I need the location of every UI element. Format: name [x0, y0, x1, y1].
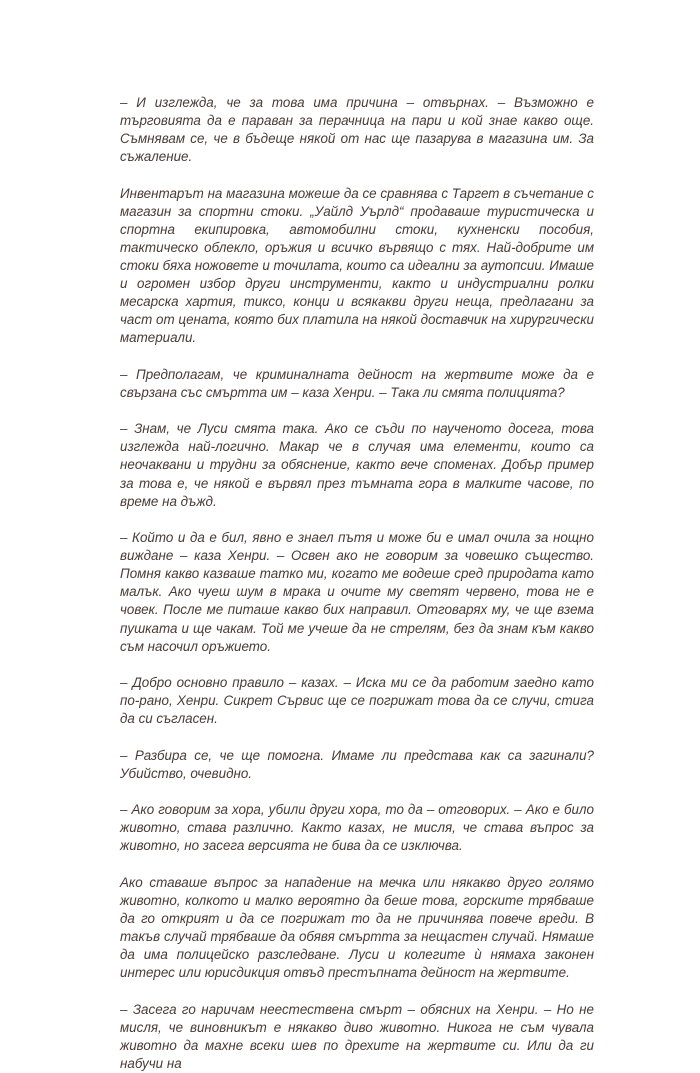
paragraph-3: – Предполагам, че криминалната дейност на жертвите може да е свързана със смъртта им – каза Хенри. – Така ли смята полицията?	[120, 366, 594, 400]
paragraph-2: Инвентарът на магазина можеше да се сравнява с Таргет в съчетание с магазин за спортни стоки. „Уайлд Уърлд“ продаваше туристическа и спортна екипировка, автомобилни стоки, кухненски пособия, тактическо облекло, оръжия и всичко вървящо с тях. Най-добрите им стоки бяха ножовете и точилата, които са идеални за аутопсии. Имаше и огромен избор други инструменти, както и индустриални ролки месарска хартия, тиксо, конци и всякакви други неща, предлагани за част от цената, която бих платила на някой доставчик на хирургически материали.	[120, 185, 595, 346]
paragraph-6: – Добро основно правило – казах. – Иска ми се да работим заедно като по-рано, Хенри. Сикрет Сървис ще се погрижат това да се случи, стига да си съгласен.	[120, 675, 594, 727]
paragraph-4: – Знам, че Луси смята така. Ако се съди по наученото досега, това изглежда най-логично. Макар че в случая има елементи, които са неочаквани и трудни за обяснение, както вече споменах. Добър пример за това е, че някой е вървял през тъмната гора в малките часове, по време на дъжд.	[120, 421, 594, 509]
paragraph-10: – Засега го наричам неестествена смърт – обясних на Хенри. – Но не мисля, че виновникът е някакво диво животно. Никога не съм чувала животно да махне всеки шев по дрехите на жертвите си. Или да ги набучи на	[120, 1001, 594, 1071]
body-text	[120, 94, 594, 1073]
paragraph-9: Ако ставаше въпрос за нападение на мечка или някакво друго голямо животно, колкото и малко вероятно да беше това, горските трябваше да го открият и да се погрижат то да не причинява повече вреди. В такъв случай трябваше да обявя смъртта за нещастен случай. Нямаше да има полицейско разследване. Луси и колегите ѝ нямаха законен интерес или юрисдикция отвъд престъпната дейност на жертвите.	[120, 874, 594, 981]
paragraph-7: – Разбира се, че ще помогна. Имаме ли представа как са загинали? Убийство, очевидно.	[120, 747, 594, 781]
paragraph-5: – Който и да е бил, явно е знаел пътя и може би е имал очила за нощно виждане – каза Хенри. – Освен ако не говорим за човешко същество. Помня какво казваше татко ми, когато ме водеше сред природата като малък. Ако чуеш шум в мрака и очите му светят червено, това не е човек. После ме питаше какво бих направил. Отговарях му, че ще взема пушката и ще чакам. Той ме учеше да не стрелям, без да знам към какво съм насочил оръжието.	[120, 530, 594, 654]
paragraph-8: – Ако говорим за хора, убили други хора, то да – отговорих. – Ако е било животно, става различно. Както казах, не мисля, че става въпрос за животно, но засега версията не бива да се изключва.	[120, 802, 594, 854]
paragraph-1: – И изглежда, че за това има причина – отвърнах. – Възможно е търговията да е параван за перачница на пари и кой знае какво още. Съмнявам се, че в бъдеще някой от нас ще пазарува в магазина им. За съжаление.	[120, 95, 594, 165]
